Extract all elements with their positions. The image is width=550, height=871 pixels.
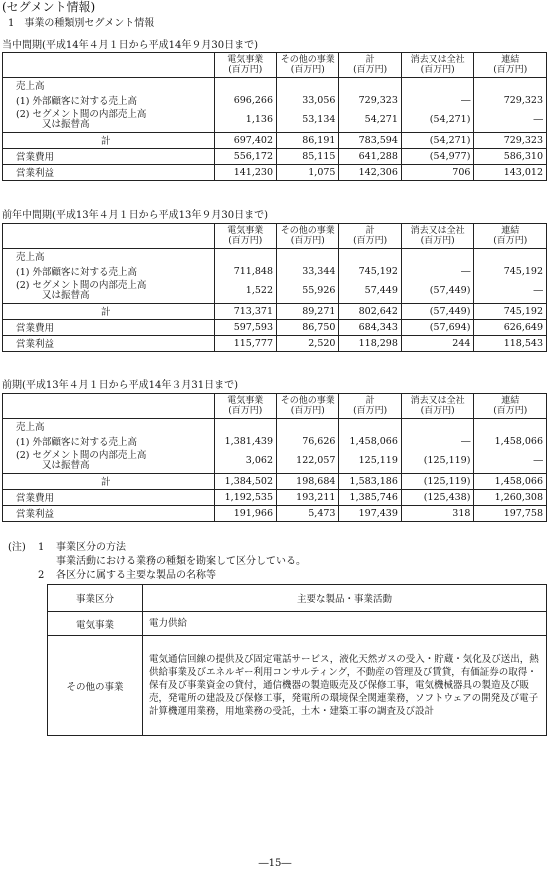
value-cell: 85,115 (277, 148, 339, 164)
row-label-text: 計 (101, 136, 111, 147)
value-cell (339, 419, 401, 434)
column-header (277, 224, 339, 249)
value-cell: 696,266 (214, 92, 276, 108)
segment-table (2, 393, 547, 522)
note-1-number: 1 (38, 542, 45, 553)
column-header-line: 電気事業 (227, 226, 264, 236)
value-cell: 318 (401, 505, 474, 521)
column-header-line: (百万円) (420, 406, 455, 416)
value-cell: 729,323 (474, 132, 547, 148)
row-label-line: (2) セグメント間の内部売上高 (16, 108, 147, 120)
column-header-line: (百万円) (353, 406, 388, 416)
value-cell: 1,075 (277, 164, 339, 180)
value-cell: 783,594 (339, 132, 401, 148)
value-cell: (125,119) (401, 473, 474, 489)
row-label (3, 473, 215, 489)
value-cell: 1,522 (214, 279, 276, 303)
value-cell: 1,381,439 (214, 433, 276, 449)
row-label (3, 505, 215, 521)
column-header (214, 394, 276, 419)
value-cell: 5,473 (277, 505, 339, 521)
value-cell: 118,543 (474, 335, 547, 351)
row-label (3, 319, 215, 335)
value-cell: 143,012 (474, 164, 547, 180)
value-cell (277, 249, 339, 264)
period-title: 前期(平成13年４月１日から平成14年３月31日まで) (2, 380, 238, 391)
section-heading: (セグメント情報) (2, 0, 96, 14)
note-mark: (注) (8, 542, 26, 553)
value-cell (474, 419, 547, 434)
value-cell: ― (474, 449, 547, 473)
row-label (3, 263, 215, 279)
column-header (214, 224, 276, 249)
column-header-line: その他の事業 (280, 55, 335, 65)
value-cell: 118,298 (339, 335, 401, 351)
row-label (3, 279, 215, 303)
column-header-line: (百万円) (420, 65, 455, 75)
column-header-line: (百万円) (493, 236, 528, 246)
product-header-category: 事業区分 (48, 585, 143, 612)
notes (2, 541, 547, 583)
product-description: 電気通信回線の提供及び固定電話サービス，液化天然ガスの受入・貯蔵・気化及び送出，熱供給事業及びエネルギー利用コンサルティング，不動産の管理及び賃貸，有価証券の取得・保有及び事業資金の貸付，通信機器の製造販売及び保修工事，電気機械器具の製造及び販売，発電所の建設及び保修工事，発電所の環境保全関連業務，ソフトウェアの開発及び電子計算機運用業務，用地業務の受託，土木・建築工事の調査及び設計 (143, 636, 547, 736)
value-cell: 556,172 (214, 148, 276, 164)
column-header-line: (百万円) (353, 65, 388, 75)
value-cell: 89,271 (277, 303, 339, 319)
value-cell (474, 249, 547, 264)
value-cell: 1,192,535 (214, 489, 276, 505)
row-label-text: (1) 外部顧客に対する売上高 (16, 267, 137, 278)
value-cell: 713,371 (214, 303, 276, 319)
row-label (3, 164, 215, 180)
value-cell: 125,119 (339, 449, 401, 473)
value-cell: 1,260,308 (474, 489, 547, 505)
row-label-text: 売上高 (16, 81, 45, 92)
value-cell: 193,211 (277, 489, 339, 505)
column-header-line: (百万円) (290, 406, 325, 416)
value-cell: 729,323 (474, 92, 547, 108)
row-label-line: 又は振替高 (42, 118, 90, 130)
column-header-line: (百万円) (353, 236, 388, 246)
value-cell (474, 78, 547, 93)
value-cell: ― (474, 279, 547, 303)
column-header-line: (百万円) (228, 236, 263, 246)
value-cell: (54,271) (401, 108, 474, 132)
row-label (3, 489, 215, 505)
row-label-text: 営業費用 (16, 152, 55, 163)
column-header (214, 53, 276, 78)
value-cell: 802,642 (339, 303, 401, 319)
value-cell: 1,385,746 (339, 489, 401, 505)
value-cell: 33,056 (277, 92, 339, 108)
value-cell: ― (401, 92, 474, 108)
column-header (474, 53, 547, 78)
value-cell: 33,344 (277, 263, 339, 279)
value-cell (401, 249, 474, 264)
page-number: ―15― (258, 858, 292, 869)
row-label (3, 78, 215, 93)
row-label-text: 売上高 (16, 422, 45, 433)
value-cell: (125,119) (401, 449, 474, 473)
row-label-text: (1) 外部顧客に対する売上高 (16, 437, 137, 448)
product-header-description: 主要な製品・事業活動 (143, 585, 547, 612)
column-header-line: (百万円) (290, 236, 325, 246)
section-subheading: 1 事業の種類別セグメント情報 (8, 18, 155, 29)
row-label-text: 営業費用 (16, 493, 55, 504)
row-label (3, 433, 215, 449)
header-blank (3, 53, 215, 78)
column-header-line: (百万円) (420, 236, 455, 246)
value-cell: 1,458,066 (474, 433, 547, 449)
value-cell: 197,439 (339, 505, 401, 521)
column-header-line: 消去又は全社 (410, 226, 465, 236)
row-label (3, 249, 215, 264)
row-label (3, 92, 215, 108)
column-header-line: (百万円) (493, 406, 528, 416)
value-cell: 1,136 (214, 108, 276, 132)
value-cell: (54,977) (401, 148, 474, 164)
column-header-line: 電気事業 (227, 396, 264, 406)
value-cell: 1,583,186 (339, 473, 401, 489)
value-cell: 142,306 (339, 164, 401, 180)
column-header-line: 計 (365, 226, 375, 236)
column-header (339, 394, 401, 419)
column-header-line: 連結 (501, 396, 520, 406)
column-header (401, 224, 474, 249)
value-cell (214, 419, 276, 434)
row-label-text: 営業利益 (16, 339, 55, 350)
value-cell: 2,520 (277, 335, 339, 351)
value-cell: 76,626 (277, 433, 339, 449)
value-cell (214, 78, 276, 93)
column-header-line: (百万円) (228, 65, 263, 75)
row-label-line: (2) セグメント間の内部売上高 (16, 449, 147, 461)
row-label-text: (1) 外部顧客に対する売上高 (16, 96, 137, 107)
row-label-line: 又は振替高 (42, 289, 90, 301)
value-cell: 626,649 (474, 319, 547, 335)
row-label-text: 売上高 (16, 252, 45, 263)
value-cell: 586,310 (474, 148, 547, 164)
column-header-line: 消去又は全社 (410, 396, 465, 406)
row-label-text: 営業利益 (16, 168, 55, 179)
value-cell: 729,323 (339, 92, 401, 108)
column-header (277, 394, 339, 419)
period-title: 当中間期(平成14年４月１日から平成14年９月30日まで) (2, 40, 258, 51)
value-cell: 55,926 (277, 279, 339, 303)
column-header (339, 224, 401, 249)
row-label (3, 303, 215, 319)
value-cell: 244 (401, 335, 474, 351)
value-cell (401, 419, 474, 434)
value-cell: 197,758 (474, 505, 547, 521)
value-cell: 1,458,066 (339, 433, 401, 449)
column-header (474, 224, 547, 249)
row-label-line: (2) セグメント間の内部売上高 (16, 279, 147, 291)
column-header-line: 連結 (501, 55, 520, 65)
header-blank (3, 394, 215, 419)
value-cell: 53,134 (277, 108, 339, 132)
row-label-text: 営業利益 (16, 509, 55, 520)
row-label-text: 計 (101, 477, 111, 488)
value-cell: 745,192 (474, 263, 547, 279)
column-header-line: (百万円) (290, 65, 325, 75)
row-label (3, 449, 215, 473)
value-cell: (125,438) (401, 489, 474, 505)
value-cell: 1,458,066 (474, 473, 547, 489)
value-cell: 3,062 (214, 449, 276, 473)
value-cell: 597,593 (214, 319, 276, 335)
row-label (3, 148, 215, 164)
column-header (474, 394, 547, 419)
column-header-line: 計 (365, 55, 375, 65)
column-header-line: (百万円) (228, 406, 263, 416)
column-header-line: その他の事業 (280, 226, 335, 236)
column-header-line: 電気事業 (227, 55, 264, 65)
column-header-line: 消去又は全社 (410, 55, 465, 65)
header-blank (3, 224, 215, 249)
value-cell: (57,449) (401, 303, 474, 319)
value-cell: 711,848 (214, 263, 276, 279)
value-cell (339, 78, 401, 93)
product-category: 電気事業 (48, 612, 143, 636)
column-header-line: 計 (365, 396, 375, 406)
value-cell: 86,191 (277, 132, 339, 148)
value-cell (401, 78, 474, 93)
value-cell: (57,694) (401, 319, 474, 335)
product-description: 電力供給 (143, 612, 547, 636)
value-cell: 745,192 (339, 263, 401, 279)
note-1-text: 事業活動における業務の種類を勘案して区分している。 (56, 556, 306, 567)
row-label (3, 132, 215, 148)
note-2-title: 各区分に属する主要な製品の名称等 (56, 570, 216, 581)
row-label-line: 又は振替高 (42, 459, 90, 471)
period-title: 前年中間期(平成13年４月１日から平成13年９月30日まで) (2, 210, 268, 221)
column-header-line: (百万円) (493, 65, 528, 75)
value-cell (214, 249, 276, 264)
value-cell: 641,288 (339, 148, 401, 164)
value-cell: (57,449) (401, 279, 474, 303)
value-cell (277, 78, 339, 93)
row-label (3, 419, 215, 434)
value-cell: 57,449 (339, 279, 401, 303)
column-header (277, 53, 339, 78)
note-1-title: 事業区分の方法 (56, 542, 126, 553)
product-table (47, 584, 547, 736)
value-cell: 122,057 (277, 449, 339, 473)
product-category: その他の事業 (48, 636, 143, 736)
row-label-text: 営業費用 (16, 323, 55, 334)
value-cell: ― (474, 108, 547, 132)
column-header-line: その他の事業 (280, 396, 335, 406)
segment-table (2, 52, 547, 181)
value-cell: 54,271 (339, 108, 401, 132)
value-cell: ― (401, 433, 474, 449)
value-cell: 684,343 (339, 319, 401, 335)
value-cell: 1,384,502 (214, 473, 276, 489)
row-label (3, 335, 215, 351)
value-cell: 706 (401, 164, 474, 180)
column-header-line: 連結 (501, 226, 520, 236)
value-cell: 191,966 (214, 505, 276, 521)
row-label (3, 108, 215, 132)
value-cell (277, 419, 339, 434)
column-header (401, 394, 474, 419)
column-header (339, 53, 401, 78)
column-header (401, 53, 474, 78)
value-cell: 697,402 (214, 132, 276, 148)
value-cell: 115,777 (214, 335, 276, 351)
value-cell: 86,750 (277, 319, 339, 335)
value-cell: ― (401, 263, 474, 279)
row-label-text: 計 (101, 307, 111, 318)
segment-table (2, 223, 547, 352)
note-2-number: 2 (38, 570, 45, 581)
value-cell: 141,230 (214, 164, 276, 180)
value-cell: (54,271) (401, 132, 474, 148)
value-cell: 198,684 (277, 473, 339, 489)
value-cell: 745,192 (474, 303, 547, 319)
value-cell (339, 249, 401, 264)
